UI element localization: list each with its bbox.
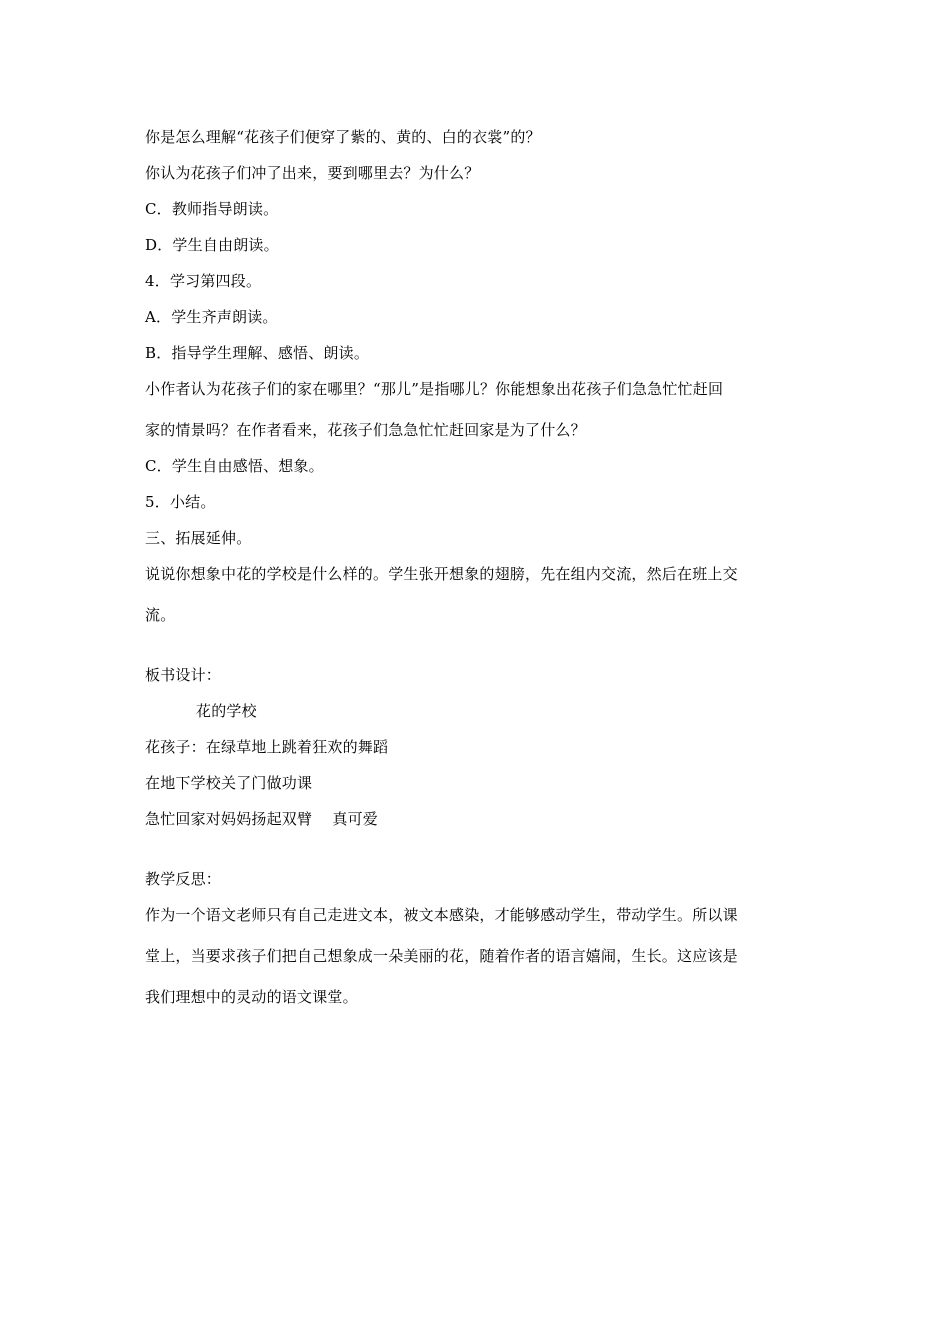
- reflection-line-2: 堂上，当要求孩子们把自己想象成一朵美丽的花，随着作者的语言嬉闹，生长。这应该是: [145, 947, 738, 965]
- question-home-line-2: 家的情景吗？在作者看来，花孩子们急急忙忙赶回家是为了什么？: [145, 421, 586, 439]
- extension-activity-line-1: 说说你想象中花的学校是什么样的。学生张开想象的翅膀，先在组内交流，然后在班上交: [145, 565, 738, 583]
- board-design-heading: 板书设计：: [145, 666, 222, 684]
- board-design-line: 急忙回家对妈妈扬起双臂 真可爱: [145, 810, 378, 828]
- step-free-reading: D．学生自由朗读。: [145, 236, 279, 254]
- extension-activity-line-2: 流。: [145, 606, 176, 624]
- question-home-line-1: 小作者认为花孩子们的家在哪里？“那儿”是指哪儿？你能想象出花孩子们急急忙忙赶回: [145, 380, 724, 398]
- reflection-line-1: 作为一个语文老师只有自己走进文本，被文本感染，才能够感动学生，带动学生。所以课: [145, 906, 738, 924]
- section-summary: 5．小结。: [145, 493, 216, 511]
- section-extension: 三、拓展延伸。: [145, 529, 252, 547]
- board-design-title: 花的学校: [196, 702, 257, 720]
- question-where-to-go: 你认为花孩子们冲了出来，要到哪里去？为什么？: [145, 164, 480, 182]
- step-teacher-guided-reading: C．教师指导朗读。: [145, 200, 279, 218]
- step-choral-reading: A．学生齐声朗读。: [145, 308, 278, 326]
- question-understand-clothes: 你是怎么理解“花孩子们便穿了紫的、黄的、白的衣裳”的？: [145, 128, 541, 146]
- step-guided-understanding: B．指导学生理解、感悟、朗读。: [145, 344, 370, 362]
- board-design-line: 花孩子：在绿草地上跳着狂欢的舞蹈: [145, 738, 389, 756]
- reflection-line-3: 我们理想中的灵动的语文课堂。: [145, 988, 358, 1006]
- reflection-heading: 教学反思：: [145, 870, 222, 888]
- step-free-imagination: C．学生自由感悟、想象。: [145, 457, 324, 475]
- section-fourth-paragraph: 4．学习第四段。: [145, 272, 262, 290]
- board-design-line: 在地下学校关了门做功课: [145, 774, 313, 792]
